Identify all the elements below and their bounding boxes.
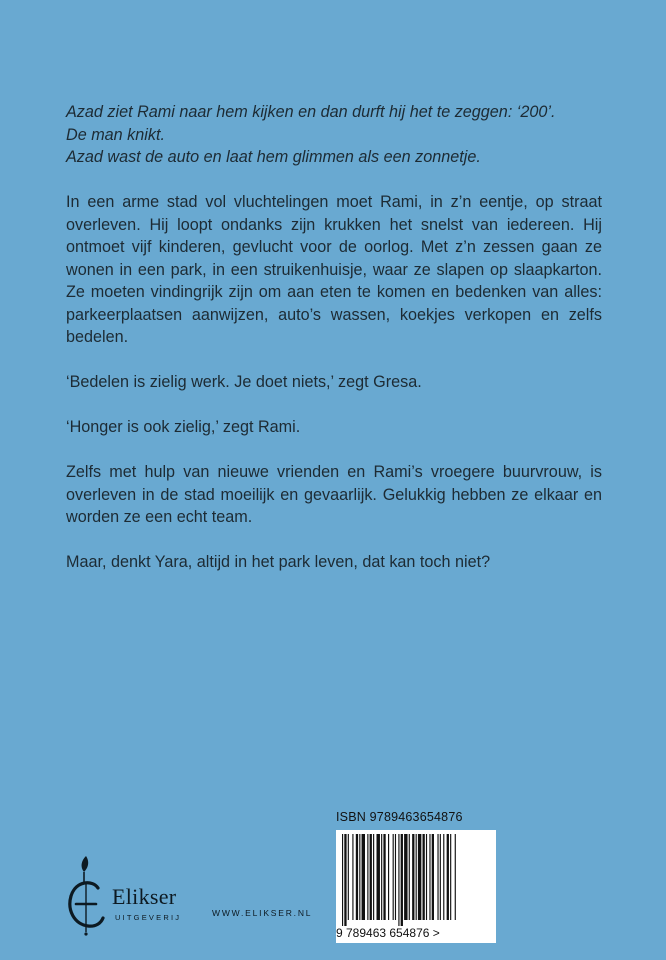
isbn-label: ISBN 9789463654876 [336,810,463,824]
barcode-bar [383,834,385,920]
barcode-bar [455,834,456,920]
closing-line: Maar, denkt Yara, altijd in het park leven, dat kan toch niet? [66,553,491,571]
barcode [336,830,496,943]
barcode-bar [409,834,410,920]
barcode-bar [450,834,451,920]
excerpt-line: Azad wast de auto en laat hem glimmen als een zonnetje. [66,148,481,166]
barcode-bar [440,834,441,920]
publisher-logo [60,852,200,936]
barcode-bar [443,834,444,920]
quote-gresa: ‘Bedelen is zielig werk. Je doet niets,’ zegt Gresa. [66,373,422,391]
summary-paragraph: In een arme stad vol vluchtelingen moet Rami, in z’n eentje, op straat overleven. Hij loopt ondanks zijn krukken het snelst van iedereen. Hij ontmoet vijf kinderen, gevlucht voor de oorlog. Met z’n zessen gaan ze wonen in een park, in een struikenhuisje, waar ze slapen op slaapkarton. Ze moeten vindingrijk zijn om aan eten te komen en bedenken van alles: parkeerplaatsen aanwijzen, auto’s wassen, koekjes verkopen en zelfs bedelen. [66,193,602,346]
barcode-bar [342,834,343,926]
barcode-bar [377,834,380,920]
barcode-bar [370,834,372,920]
barcode-bar [426,834,427,920]
barcode-bar [412,834,414,920]
barcode-bars [336,830,496,926]
barcode-bar [401,834,403,926]
feather-letter-e-logo-icon [60,852,120,936]
publisher-website: WWW.ELIKSER.NL [212,908,313,918]
barcode-bar [367,834,368,920]
blurb-text [66,101,602,596]
barcode-bar [416,834,417,920]
barcode-bar [359,834,360,920]
barcode-bar [429,834,430,920]
barcode-bar [373,834,374,920]
publisher-subtitle: UITGEVERIJ [115,913,182,922]
barcode-bar [356,834,358,920]
barcode-bar [362,834,365,920]
barcode-bar [432,834,434,920]
barcode-bar [398,834,399,926]
barcode-bar [388,834,389,920]
publisher-name: Elikser [112,884,177,909]
summary-paragraph-2: Zelfs met hulp van nieuwe vrienden en Rami’s vroegere buurvrouw, is overleven in de stad moeilijk en gevaarlijk. Gelukkig hebben ze elkaar en worden ze een echt team. [66,463,602,526]
barcode-bar [352,834,353,920]
barcode-bar [423,834,425,920]
barcode-digits: 9 789463 654876 > [336,926,440,940]
quote-rami: ‘Honger is ook zielig,’ zegt Rami. [66,418,301,436]
excerpt-line: De man knikt. [66,125,165,144]
italic-excerpt [66,101,602,169]
barcode-bar [381,834,382,920]
barcode-bar [447,834,449,920]
barcode-bar [348,834,349,920]
barcode-bar [395,834,396,920]
excerpt-line: Azad ziet Rami naar hem kijken en dan durft hij het te zeggen: ‘200’. [66,103,556,121]
barcode-bar [418,834,421,920]
barcode-bar [404,834,407,920]
barcode-bar [344,834,346,926]
barcode-bar [393,834,394,920]
barcode-bar [437,834,438,920]
